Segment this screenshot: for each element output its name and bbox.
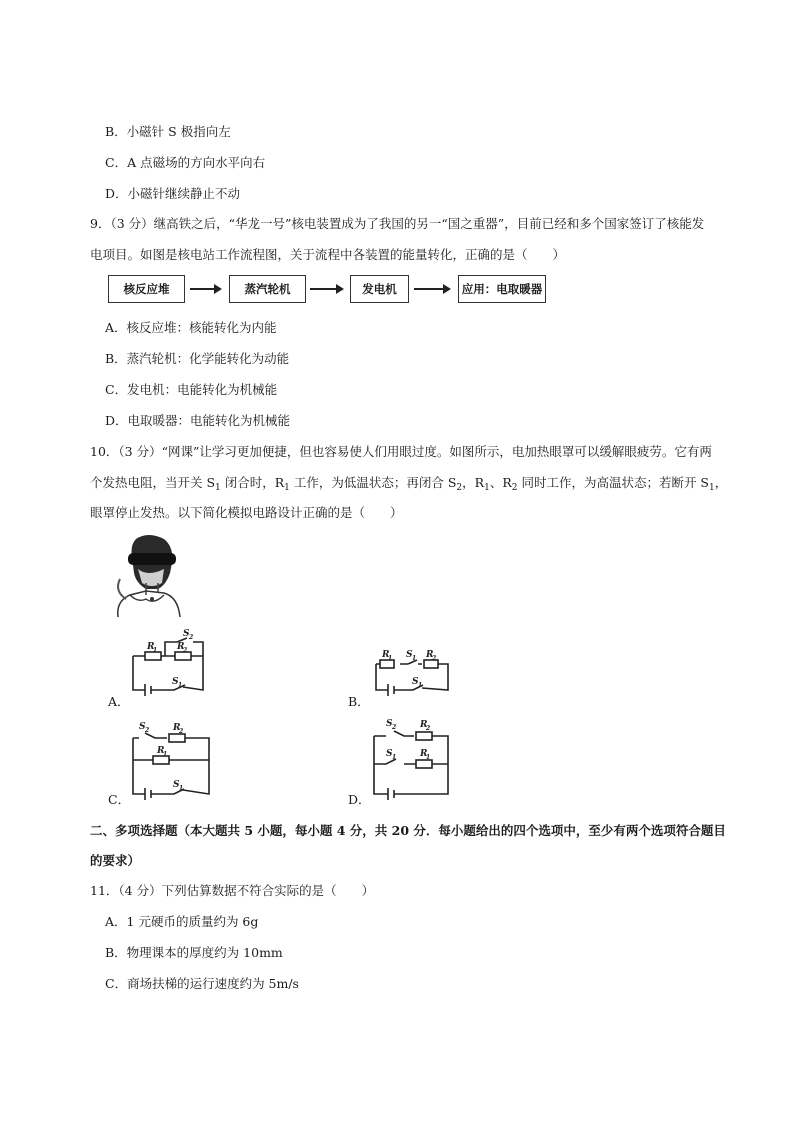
- svg-text:R: R: [420, 720, 428, 730]
- svg-text:R: R: [420, 749, 428, 759]
- svg-text:S: S: [173, 780, 180, 790]
- svg-text:S: S: [139, 722, 146, 732]
- svg-text:1: 1: [178, 682, 183, 689]
- svg-text:2: 2: [189, 634, 194, 641]
- q9-stem-line2: 电项目。如图是核电站工作流程图，关于流程中各装置的能量转化，正确的是（ ）: [90, 247, 566, 262]
- circuit-label-c: C．: [108, 792, 131, 807]
- svg-text:2: 2: [145, 727, 150, 734]
- svg-text:1: 1: [163, 751, 168, 758]
- q9-option-a: A．核反应堆：核能转化为内能: [105, 320, 277, 335]
- svg-text:1: 1: [392, 754, 397, 761]
- svg-text:S: S: [172, 677, 179, 687]
- svg-text:R: R: [177, 642, 185, 652]
- svg-text:R: R: [147, 642, 155, 652]
- q9-option-c: C．发电机：电能转化为机械能: [105, 382, 278, 397]
- svg-text:1: 1: [418, 682, 423, 689]
- q8-option-b: B．小磁针 S 极指向左: [105, 124, 231, 139]
- svg-text:1: 1: [388, 655, 393, 662]
- flow-arrow: [414, 288, 449, 290]
- svg-text:R: R: [382, 650, 390, 660]
- q8-option-d: D．小磁针继续静止不动: [105, 186, 241, 201]
- svg-text:2: 2: [392, 724, 397, 731]
- q11-option-b: B．物理课本的厚度约为 10mm: [105, 945, 283, 960]
- circuit-label-b: B．: [348, 694, 370, 709]
- svg-text:2: 2: [432, 655, 437, 662]
- svg-text:S: S: [386, 719, 393, 729]
- eye-mask-illustration: [108, 533, 186, 619]
- circuit-a: [125, 628, 215, 696]
- svg-text:1: 1: [426, 754, 431, 761]
- q8-option-c: C．A 点磁场的方向水平向右: [105, 155, 266, 170]
- circuit-label-a: A．: [108, 694, 130, 709]
- flow-box-turbine: 蒸汽轮机: [229, 275, 306, 303]
- svg-text:2: 2: [179, 728, 184, 735]
- svg-text:S: S: [183, 629, 190, 639]
- q11-stem: 11．（4 分）下列估算数据不符合实际的是（ ）: [90, 883, 375, 898]
- flow-arrow: [190, 288, 220, 290]
- circuit-c: [125, 718, 215, 800]
- svg-text:R: R: [157, 746, 165, 756]
- q10-stem-line3: 眼罩停止发热。以下简化模拟电路设计正确的是（ ）: [90, 505, 403, 520]
- q11-option-a: A．1 元硬币的质量约为 6g: [105, 914, 259, 929]
- q9-option-d: D．电取暖器：电能转化为机械能: [105, 413, 291, 428]
- circuit-label-d: D．: [348, 792, 371, 807]
- flow-arrow: [310, 288, 342, 290]
- circuit-b: [370, 648, 456, 696]
- flow-box-heater: 应用：电取暖器: [458, 275, 546, 303]
- section-2-heading-line2: 的要求）: [90, 853, 141, 868]
- svg-text:1: 1: [153, 647, 158, 654]
- q9-stem-line1: 9．（3 分）继高铁之后，“华龙一号”核电装置成为了我国的另一“国之重器”，目前已经和多个国家签订了核能发: [90, 216, 705, 231]
- circuit-d: [370, 714, 460, 800]
- section-2-heading-line1: 二、多项选择题（本大题共 5 小题，每小题 4 分，共 20 分．每小题给出的四个选项中，至少有两个选项符合题目: [90, 823, 726, 838]
- svg-text:S: S: [386, 749, 393, 759]
- q10-stem-line1: 10．（3 分）“网课”让学习更加便捷，但也容易使人们用眼过度。如图所示，电加热眼罩可以缓解眼疲劳。它有两: [90, 444, 712, 459]
- flow-box-reactor: 核反应堆: [108, 275, 185, 303]
- q11-option-c: C．商场扶梯的运行速度约为 5m/s: [105, 976, 299, 991]
- svg-text:2: 2: [426, 725, 431, 732]
- svg-text:S: S: [406, 650, 413, 660]
- svg-text:S: S: [412, 677, 419, 687]
- svg-text:1: 1: [179, 785, 184, 792]
- svg-text:1: 1: [412, 655, 417, 662]
- q9-option-b: B．蒸汽轮机：化学能转化为动能: [105, 351, 290, 366]
- svg-text:R: R: [426, 650, 434, 660]
- svg-text:R: R: [173, 723, 181, 733]
- q10-stem-line2: 个发热电阻，当开关 $S_1$ 闭合时，$R_1$ 工作，为低温状态；再闭合 $S_2$，$R_1$、$R_2$ 同时工作，为高温状态；若断开 $S_1$，: [90, 475, 728, 493]
- svg-text:2: 2: [183, 647, 188, 654]
- flow-box-generator: 发电机: [350, 275, 409, 303]
